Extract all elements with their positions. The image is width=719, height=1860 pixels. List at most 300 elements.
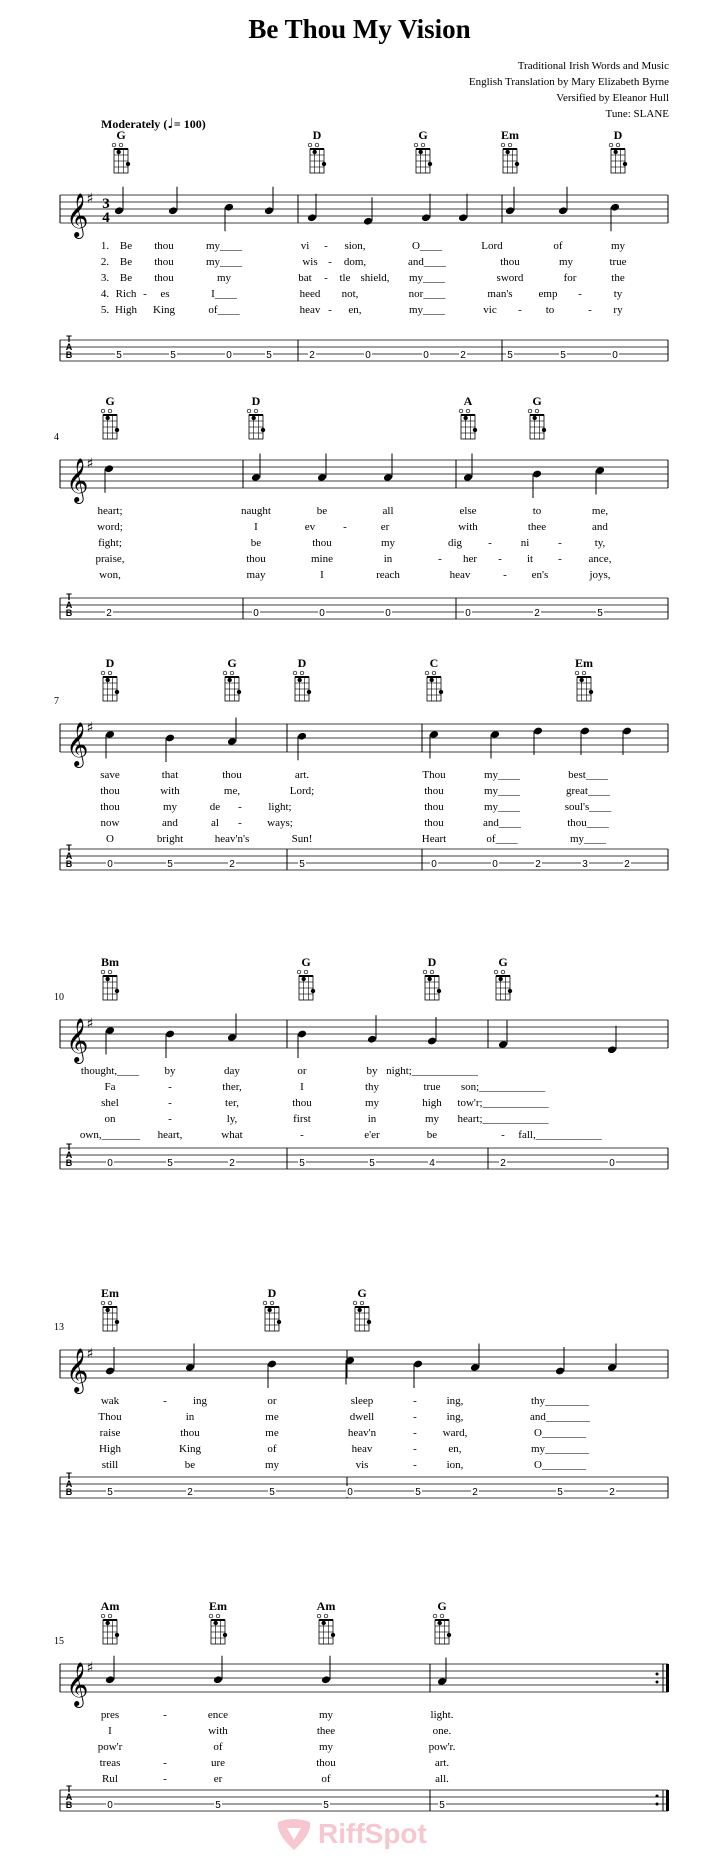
lyric-syllable: with [208,1725,228,1737]
open-string-marker [575,671,579,675]
chord-dot [277,1320,281,1324]
key-signature-sharp: ♯ [86,1660,94,1676]
lyric-syllable: my [380,537,396,549]
chord-name: Am [316,1599,336,1613]
lyric-syllable: thy________ [530,1395,590,1407]
time-signature-top: 3 [102,196,110,212]
lyric-syllable: thou [154,256,174,268]
chord-dot [437,989,441,993]
chord-name: G [437,1599,447,1613]
lyric-syllable: fall,____________ [518,1129,602,1141]
open-string-marker [440,1614,444,1618]
lyric-syllable: thou [292,1097,312,1109]
chord-name: G [418,128,428,142]
lyric-syllable: my [318,1741,334,1753]
lyric-syllable: my____ [483,801,521,813]
chord-dot [505,150,509,154]
chord-dot [322,162,326,166]
chord-dot [428,162,432,166]
lyric-syllable: heav [351,1443,373,1455]
lyric-syllable: - [168,1081,172,1093]
treble-clef-icon: 𝄞 [66,193,89,237]
chord-name: G [301,955,311,969]
lyric-syllable: all [382,505,394,517]
lyric-syllable: King [179,1443,201,1455]
open-string-marker [263,1301,267,1305]
open-string-marker [501,970,505,974]
lyric-syllable: light; [268,801,292,813]
chord-dot [473,428,477,432]
lyric-syllable: ing [192,1395,208,1407]
open-string-marker [101,671,105,675]
open-string-marker [535,409,539,413]
lyric-syllable: ward, [442,1427,468,1439]
lyric-syllable: ev [304,521,316,533]
lyric-syllable: my [558,256,574,268]
lyric-syllable: thou [316,1757,336,1769]
lyric-syllable: thou [180,1427,200,1439]
chord-diagram [425,671,443,701]
credit-line: Versified by Eleanor Hull [556,92,669,104]
chord-dot [542,428,546,432]
lyric-syllable: my [264,1459,280,1471]
lyric-syllable: ly, [226,1113,238,1125]
chord-dot [437,1621,441,1625]
key-signature-sharp: ♯ [86,720,94,736]
tab-label: A [65,342,73,352]
chord-name: G [227,656,237,670]
lyric-syllable: al [211,817,219,829]
lyric-syllable: - [413,1427,417,1439]
open-string-marker [616,143,620,147]
lyric-syllable: I [254,521,258,533]
lyric-syllable: own,_______ [79,1129,141,1141]
tab-label: A [65,1479,73,1489]
lyric-syllable: - [238,801,242,813]
open-string-marker [101,409,105,413]
lyric-syllable: in [383,553,393,565]
tab-fret-number: 0 [612,350,618,361]
lyric-syllable: of____ [208,304,240,316]
tab-fret-number: 2 [534,608,540,619]
tab-label: B [65,1800,73,1810]
lyric-syllable: 4. [100,288,110,300]
chord-dot [115,1633,119,1637]
chord-diagram [423,970,441,1000]
chord-name: G [357,1286,367,1300]
lyric-syllable: shield, [360,272,390,284]
open-string-marker [423,970,427,974]
chord-diagram [609,143,627,173]
lyric-syllable: thou [424,785,444,797]
open-string-marker [466,409,470,413]
open-string-marker [230,671,234,675]
lyric-syllable: emp [538,288,558,300]
tab-fret-number: 0 [319,608,325,619]
chord-name: Bm [101,955,119,969]
lyric-syllable: - [163,1773,167,1785]
lyric-syllable: Heart [421,833,447,845]
lyric-syllable: vis [355,1459,369,1471]
lyric-syllable: thou____ [567,817,609,829]
lyric-syllable: thou [222,769,242,781]
lyric-syllable: best____ [568,769,608,781]
open-string-marker [112,143,116,147]
guitar-pick-icon [272,1816,316,1852]
credit-line: Traditional Irish Words and Music [517,60,669,72]
lyric-syllable: great____ [566,785,610,797]
chord-name: Am [100,1599,120,1613]
open-string-marker [433,1614,437,1618]
lyric-syllable: my____ [408,304,446,316]
lyric-syllable: King [153,304,175,316]
chord-dot [105,1621,109,1625]
lyric-syllable: of [553,240,563,252]
lyric-syllable: - [413,1459,417,1471]
credit-line: Tune: SLANE [605,108,669,120]
lyric-syllable: thou [500,256,520,268]
lyric-syllable: light. [430,1709,454,1721]
chord-name: D [297,656,307,670]
lyric-syllable: ion, [446,1459,464,1471]
lyric-syllable: heav [299,304,321,316]
quarter-note-icon: ♩ [167,116,174,132]
tab-label: T [66,1471,72,1481]
lyric-syllable: ni [520,537,530,549]
tab-fret-number: 5 [299,859,305,870]
lyric-syllable: that [161,769,179,781]
chord-diagram [353,1301,371,1331]
open-string-marker [209,1614,213,1618]
lyric-syllable: with [458,521,478,533]
open-string-marker [254,409,258,413]
lyric-syllable: my____ [205,256,243,268]
lyric-syllable: or [297,1065,307,1077]
lyric-syllable: art. [434,1757,450,1769]
lyric-syllable: in [367,1113,377,1125]
chord-name: C [429,656,439,670]
lyric-syllable: day [224,1065,240,1077]
lyric-syllable: by [164,1065,176,1077]
lyric-syllable: heart;____________ [457,1113,549,1125]
chord-dot [427,977,431,981]
open-string-marker [430,970,434,974]
tab-fret-number: 0 [253,608,259,619]
chord-name: D [312,128,322,142]
lyric-syllable: de [209,801,221,813]
open-string-marker [414,143,418,147]
lyric-syllable: thou [100,801,120,813]
lyric-syllable: dom, [343,256,367,268]
chord-dot [579,678,583,682]
lyric-syllable: - [498,553,502,565]
lyric-syllable: ence [207,1709,229,1721]
lyric-syllable: reach [376,569,400,581]
lyric-syllable: e'er [364,1129,380,1141]
lyric-syllable: my [216,272,232,284]
lyric-syllable: thought,____ [80,1065,140,1077]
lyric-syllable: fight; [98,537,122,549]
chord-diagram [575,671,593,701]
chord-dot [237,690,241,694]
chord-dot [311,989,315,993]
lyric-syllable: by [366,1065,378,1077]
lyric-syllable: ther, [222,1081,242,1093]
lyric-syllable: heav [449,569,471,581]
lyric-syllable: or [267,1395,277,1407]
lyric-syllable: bright [156,833,184,845]
lyric-syllable: and________ [530,1411,590,1423]
lyric-syllable: me, [223,785,241,797]
chord-dot [429,678,433,682]
tab-fret-number: 0 [347,1487,353,1498]
open-string-marker [528,409,532,413]
lyric-syllable: my [610,240,626,252]
lyric-syllable: ty, [594,537,606,549]
lyric-syllable: art. [294,769,310,781]
chord-diagram [433,1614,451,1644]
chord-dot [307,690,311,694]
lyric-syllable: word; [97,521,123,533]
tab-fret-number: 0 [385,608,391,619]
lyric-syllable: my____ [483,769,521,781]
lyric-syllable: High [99,1443,121,1455]
lyric-syllable: nor____ [408,288,446,300]
lyric-syllable: naught [241,505,271,517]
tab-fret-number: 5 [167,859,173,870]
chord-dot [508,989,512,993]
lyric-syllable: be [184,1459,196,1471]
chord-name: D [613,128,623,142]
lyric-syllable: thou [100,785,120,797]
tab-fret-number: 5 [439,1800,445,1811]
lyric-syllable: - [163,1395,167,1407]
open-string-marker [353,1301,357,1305]
lyric-syllable: my____ [483,785,521,797]
lyric-syllable: mine [311,553,333,565]
treble-clef-icon: 𝄞 [66,1018,89,1062]
chord-dot [105,416,109,420]
lyric-syllable: true [423,1081,441,1093]
tab-fret-number: 0 [107,1158,113,1169]
lyric-syllable: bat [298,272,312,284]
lyric-syllable: en, [448,1443,462,1455]
lyric-syllable: - [413,1411,417,1423]
lyric-syllable: it [526,553,534,565]
tab-fret-number: 2 [106,608,112,619]
tempo-marking: Moderately (♩= 100) [101,116,206,132]
lyric-syllable: Be [119,256,133,268]
lyric-syllable: all. [435,1773,449,1785]
tab-label: T [66,592,72,602]
open-string-marker [108,409,112,413]
chord-diagram [101,409,119,439]
tab-fret-number: 2 [609,1487,615,1498]
lyric-syllable: night;____________ [386,1065,478,1077]
chord-name: G [532,394,542,408]
tab-label: T [66,1784,72,1794]
tab-fret-number: 0 [465,608,471,619]
lyric-syllable: Lord; [289,785,315,797]
chord-dot [367,1320,371,1324]
lyric-syllable: thou [312,537,332,549]
repeat-dot [656,1803,659,1806]
open-string-marker [609,143,613,147]
lyric-syllable: my____ [408,272,446,284]
chord-name: Em [575,656,593,670]
lyric-syllable: Be [119,240,133,252]
tab-fret-number: 5 [597,608,603,619]
lyric-syllable: pres [100,1709,120,1721]
open-string-marker [304,970,308,974]
lyric-syllable: man's [487,288,513,300]
lyric-syllable: on [104,1113,116,1125]
lyric-syllable: sion, [344,240,366,252]
tab-label: A [65,1792,73,1802]
tab-fret-number: 2 [229,859,235,870]
open-string-marker [101,970,105,974]
lyric-syllable: for [563,272,577,284]
tab-fret-number: 0 [609,1158,615,1169]
chord-diagram [293,671,311,701]
tab-fret-number: 2 [309,350,315,361]
lyric-syllable: dig [447,537,463,549]
chord-diagram [101,671,119,701]
tab-fret-number: 5 [167,1158,173,1169]
lyric-syllable: vi [300,240,310,252]
lyric-syllable: I [320,569,324,581]
chord-dot [213,1621,217,1625]
lyric-syllable: thou [154,272,174,284]
chord-name: G [116,128,126,142]
tab-fret-number: 5 [107,1487,113,1498]
lyric-syllable: Fa [104,1081,116,1093]
open-string-marker [108,1301,112,1305]
lyric-syllable: shel [101,1097,119,1109]
chord-dot [115,428,119,432]
repeat-dot [656,1673,659,1676]
chord-diagram [317,1614,335,1644]
chord-dot [115,989,119,993]
chord-diagram [414,143,432,173]
tab-label: B [65,859,73,869]
lyric-syllable: thou [246,553,266,565]
treble-clef-icon: 𝄞 [66,1348,89,1392]
lyric-syllable: one. [432,1725,452,1737]
tab-fret-number: 0 [492,859,498,870]
tab-label: T [66,334,72,344]
tab-label: B [65,1158,73,1168]
chord-diagram [247,409,265,439]
lyric-syllable: - [300,1129,304,1141]
tab-fret-number: 0 [431,859,437,870]
tab-fret-number: 0 [107,859,113,870]
key-signature-sharp: ♯ [86,456,94,472]
chord-dot [589,690,593,694]
tab-label: A [65,851,73,861]
chord-dot [463,416,467,420]
repeat-dot [656,1681,659,1684]
lyric-syllable: save [100,769,120,781]
open-string-marker [108,970,112,974]
lyric-syllable: - [558,537,562,549]
lyric-syllable: dwell [349,1411,375,1423]
lyric-syllable: of____ [486,833,518,845]
measure-number: 7 [54,696,59,707]
chord-dot [613,150,617,154]
open-string-marker [582,671,586,675]
chord-dot [532,416,536,420]
lyric-syllable: O____ [412,240,442,252]
chord-dot [623,162,627,166]
lyric-syllable: won, [99,569,121,581]
lyric-syllable: and [162,817,178,829]
tab-fret-number: 5 [269,1487,275,1498]
lyric-syllable: - [488,537,492,549]
tab-fret-number: 5 [299,1158,305,1169]
lyric-syllable: - [413,1395,417,1407]
lyric-syllable: 1. [100,240,110,252]
song-title: Be Thou My Vision [248,14,471,44]
lyric-syllable: and____ [483,817,521,829]
chord-name: D [427,955,437,969]
chord-dot [267,1308,271,1312]
lyric-syllable: ry [613,304,623,316]
open-string-marker [317,1614,321,1618]
lyric-syllable: my [424,1113,440,1125]
lyric-syllable: Thou [422,769,446,781]
chord-diagram [101,1614,119,1644]
chord-dot [115,1320,119,1324]
tempo-bpm: = 100) [173,117,206,131]
chord-dot [331,1633,335,1637]
chord-name: Em [501,128,519,142]
lyric-syllable: may [246,569,266,581]
tab-fret-number: 5 [215,1800,221,1811]
chord-diagram [223,671,241,701]
final-barline-thick [666,1664,669,1692]
lyric-syllable: thou [424,817,444,829]
tab-label: T [66,1142,72,1152]
lyric-syllable: 2. [100,256,110,268]
tab-fret-number: 2 [472,1487,478,1498]
lyric-syllable: es [160,288,170,300]
lyric-syllable: soul's____ [564,801,612,813]
lyric-syllable: - [501,1129,505,1141]
open-string-marker [508,143,512,147]
lyric-syllable: ways; [267,817,293,829]
chord-dot [321,1621,325,1625]
chord-dot [105,1308,109,1312]
lyric-syllable: - [438,553,442,565]
chord-name: D [251,394,261,408]
chord-name: Em [101,1286,119,1300]
lyric-syllable: tow'r;____________ [457,1097,549,1109]
lyric-syllable: I [108,1725,112,1737]
lyric-syllable: I [300,1081,304,1093]
open-string-marker [247,409,251,413]
lyric-syllable: ing, [446,1411,464,1423]
lyric-syllable: - [163,1757,167,1769]
measure-number: 10 [54,992,64,1003]
tab-label: T [66,843,72,853]
chord-diagram [263,1301,281,1331]
lyric-syllable: er [213,1773,223,1785]
lyric-syllable: the [611,272,625,284]
lyric-syllable: - [503,569,507,581]
treble-clef-icon: 𝄞 [66,1662,89,1706]
lyric-syllable: ance, [588,553,612,565]
